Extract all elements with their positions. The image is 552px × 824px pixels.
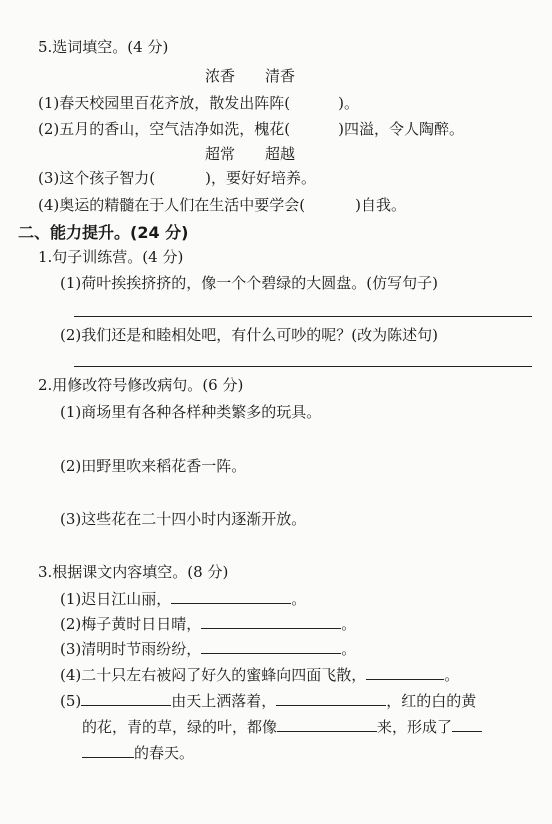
q3-item-5-line-1	[60, 690, 476, 711]
q5-item-1-text: (1)春天校园里百花齐放，散发出阵阵(	[38, 94, 291, 112]
q5-item-1	[38, 92, 359, 113]
q3-item-5-text-4: 来，形成了	[377, 718, 453, 736]
q2-item-2: (2)田野里吹来稻花香一阵。	[60, 457, 247, 475]
q5-item-2-text: (2)五月的香山，空气洁净如洗，槐花(	[38, 120, 291, 138]
q3-item-2-blank[interactable]	[201, 614, 341, 629]
q3-title: 3.根据课文内容填空。(8 分)	[38, 563, 229, 581]
q3-item-4-blank[interactable]	[366, 665, 444, 680]
section-2-title: 二、能力提升。(24 分)	[18, 223, 189, 242]
q5-item-2	[38, 118, 464, 139]
q2-item-3: (3)这些花在二十四小时内逐渐开放。	[60, 510, 307, 528]
q3-item-5-blank-2[interactable]	[276, 691, 386, 706]
q1-item-2: (2)我们还是和睦相处吧，有什么可吵的呢？(改为陈述句)	[60, 326, 438, 344]
q3-item-5-text-3: 的花，青的草，绿的叶，都像	[82, 718, 278, 736]
q5-item-3-text: (3)这个孩子智力(	[38, 169, 156, 187]
q2-item-1: (1)商场里有各种各样种类繁多的玩具。	[60, 403, 322, 421]
q5-item-3-end: )，要好好培养。	[205, 169, 316, 187]
q3-item-1	[60, 588, 306, 609]
q3-item-3-period: 。	[341, 640, 357, 658]
q3-item-3	[60, 638, 356, 659]
q5-item-4-text: (4)奥运的精髓在于人们在生活中要学会(	[38, 196, 306, 214]
q1-item-2-answer-line[interactable]	[74, 366, 532, 367]
q5-item-4-end: )自我。	[355, 196, 406, 214]
q3-item-2-text: (2)梅子黄时日日晴，	[60, 615, 202, 633]
q3-item-5-blank-1[interactable]	[81, 691, 171, 706]
q3-item-5-text-1: 由天上洒落着，	[171, 692, 277, 710]
q3-item-4-period: 。	[444, 666, 460, 684]
q3-item-5-number: (5)	[60, 692, 82, 710]
q5-item-1-end: )。	[338, 94, 359, 112]
q5-item-3	[38, 167, 316, 188]
q3-item-1-blank[interactable]	[171, 589, 291, 604]
q3-item-5-text-5: 的春天。	[134, 744, 195, 762]
q2-title: 2.用修改符号修改病句。(6 分)	[38, 376, 244, 394]
q1-item-1-answer-line[interactable]	[74, 316, 532, 317]
q3-item-5-blank-4[interactable]	[452, 717, 482, 732]
q5-word-choices-1: 浓香 清香	[205, 67, 296, 85]
q1-item-1: (1)荷叶挨挨挤挤的，像一个个碧绿的大圆盘。(仿写句子)	[60, 274, 438, 292]
q3-item-1-text: (1)迟日江山丽，	[60, 590, 172, 608]
q3-item-1-period: 。	[291, 590, 307, 608]
q3-item-5-text-2: ，红的白的黄	[386, 692, 477, 710]
q3-item-5-blank-5[interactable]	[82, 743, 134, 758]
q5-item-4	[38, 194, 406, 215]
q3-item-2-period: 。	[341, 615, 357, 633]
q5-word-choices-2: 超常 超越	[205, 145, 296, 163]
q3-item-3-blank[interactable]	[201, 639, 341, 654]
q5-item-2-end: )四溢，令人陶醉。	[338, 120, 464, 138]
q3-item-5-line-3	[82, 742, 194, 763]
q3-item-4-text: (4)二十只左右被闷了好久的蜜蜂向四面飞散，	[60, 666, 367, 684]
q1-title: 1.句子训练营。(4 分)	[38, 248, 184, 266]
q3-item-4	[60, 664, 459, 685]
q5-title: 5.选词填空。(4 分)	[38, 38, 169, 56]
q3-item-5-line-2	[82, 716, 482, 737]
q3-item-5-blank-3[interactable]	[277, 717, 377, 732]
q3-item-2	[60, 613, 356, 634]
q3-item-3-text: (3)清明时节雨纷纷，	[60, 640, 202, 658]
